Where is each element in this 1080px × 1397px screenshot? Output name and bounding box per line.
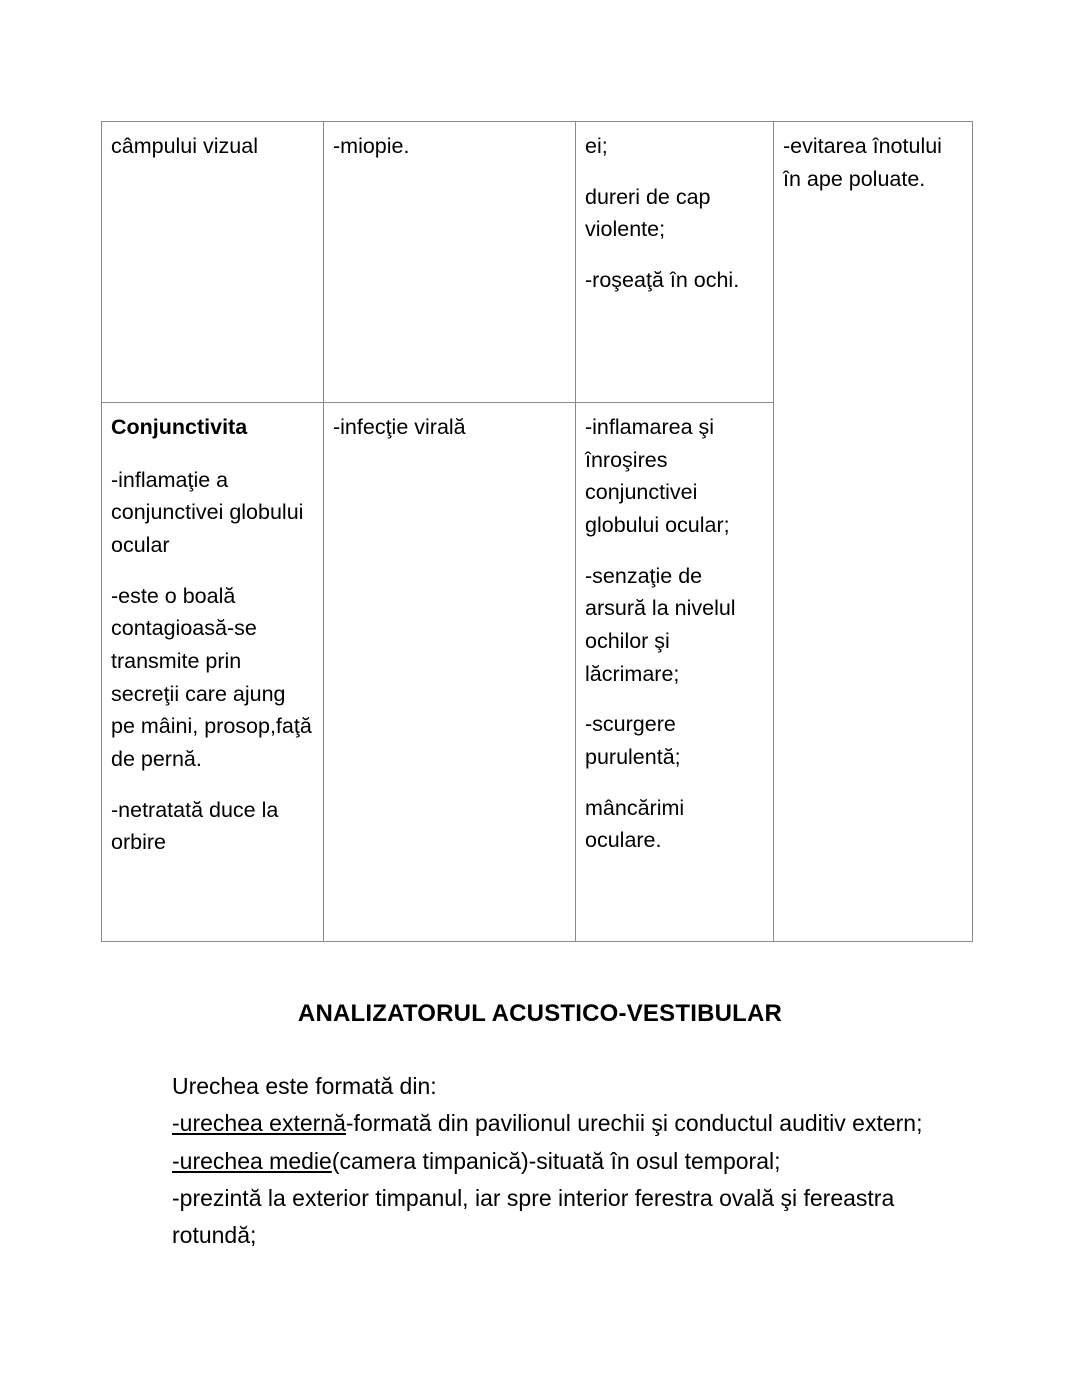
line-underlined-term: -urechea externă — [172, 1110, 346, 1137]
cell-paragraph: -scurgere purulentă; — [585, 712, 681, 770]
cell-paragraph: -inflamaţie a conjunctivei globului ocular — [111, 467, 304, 558]
line-underlined-term: -urechea medie — [172, 1147, 332, 1174]
cell-paragraph: mâncărimi oculare. — [585, 795, 685, 853]
text-line — [172, 1143, 972, 1180]
text-line — [172, 1105, 972, 1142]
cell-paragraph: -senzaţie de arsură la nivelul ochilor şi lăcrimare; — [585, 563, 736, 686]
cell-paragraph: -roşeaţă în ochi. — [585, 268, 740, 293]
cell-paragraph: -infecţie virală — [333, 415, 466, 439]
cell-paragraph: -netratată duce la orbire — [111, 797, 279, 855]
body-paragraph — [172, 1068, 972, 1254]
cell-paragraph: dureri de cap violente; — [585, 184, 711, 242]
table-cell-manifestation — [576, 403, 774, 942]
disease-name: Conjunctivita — [111, 415, 248, 439]
cell-paragraph: -evitarea înotului în ape poluate. — [783, 134, 942, 191]
table-cell-cause — [324, 403, 576, 942]
cell-paragraph: ei; — [585, 134, 608, 158]
table-cell-symptom-continued — [102, 122, 324, 403]
table-row — [102, 122, 973, 403]
table-cell-cause — [324, 122, 576, 403]
text-line — [172, 1068, 972, 1105]
section-heading: ANALIZATORUL ACUSTICO-VESTIBULAR — [297, 1000, 783, 1027]
line-plain-text: -formată din pavilionul urechii şi conductul auditiv extern; — [345, 1110, 923, 1137]
eye-diseases-table — [101, 121, 973, 942]
table-cell-prevention — [774, 122, 973, 942]
line-plain-text: Urechea este formată din: — [172, 1073, 437, 1099]
line-plain-text: -prezintă la exterior timpanul, iar spre interior ferestra ovală şi fereastra rotundă; — [172, 1184, 895, 1248]
text-line — [172, 1180, 972, 1255]
table-cell-manifestation — [576, 122, 774, 403]
cell-paragraph: -inflamarea şi înroşires conjunctivei globului ocular; — [585, 415, 730, 538]
cell-paragraph: câmpului vizual — [111, 134, 258, 158]
cell-paragraph: -este o boală contagioasă-se transmite prin secreţii care ajung pe mâini, prosop,faţă de pernă. — [111, 583, 312, 772]
cell-paragraph: -miopie. — [333, 134, 410, 158]
table-cell-disease-conjunctivita — [102, 403, 324, 942]
line-plain-text: (camera timpanică)-situată în osul temporal; — [331, 1147, 781, 1174]
